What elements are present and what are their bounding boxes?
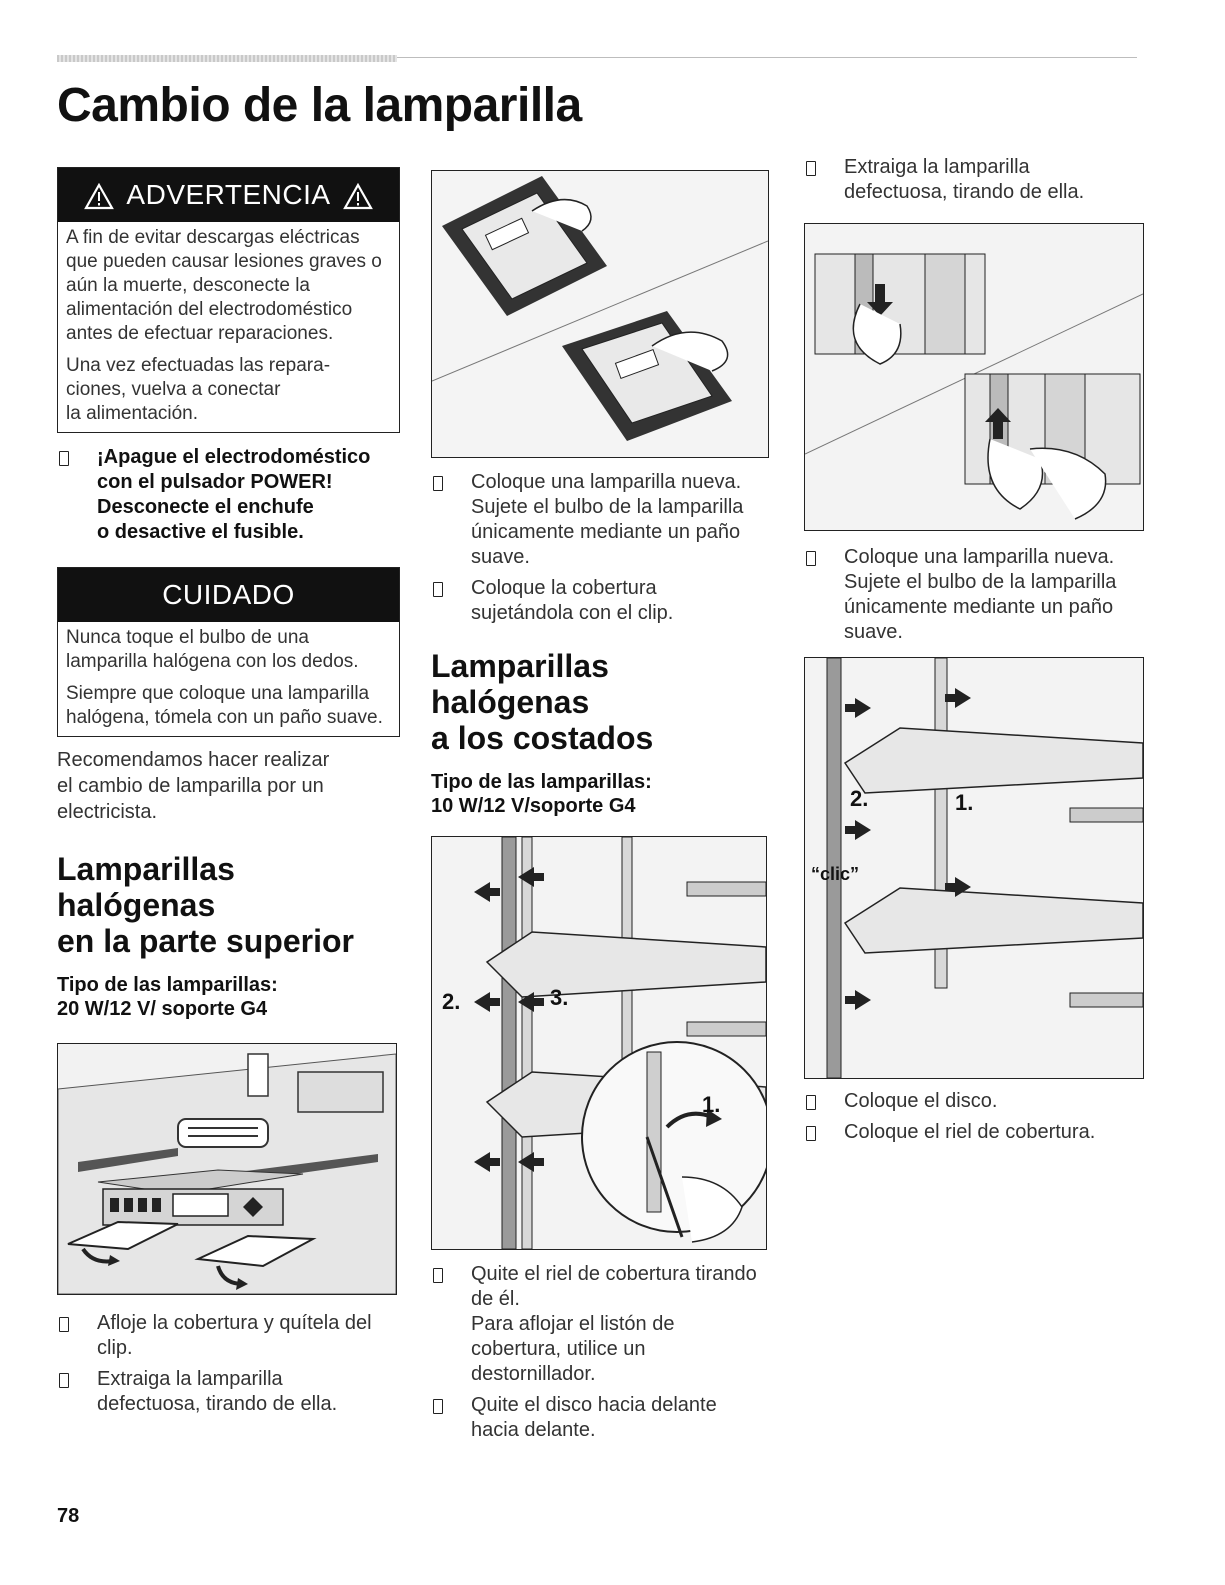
header-rule <box>397 57 1137 58</box>
list-item <box>431 1393 771 1443</box>
warning-triangle-icon <box>84 183 114 210</box>
right-insert-list <box>804 545 1149 645</box>
warning-heading: ADVERTENCIA <box>126 179 330 210</box>
list-item <box>57 1311 400 1361</box>
list-item <box>57 445 400 545</box>
bullet-checkbox-icon <box>806 551 816 566</box>
right-column <box>804 155 1149 1151</box>
side-lamp-illustration <box>805 224 1143 530</box>
right-step-insert: Coloque una lamparilla nueva. Sujete el bulbo de la lamparilla únicamente mediante un paño suave. <box>844 546 1117 643</box>
bullet-checkbox-icon <box>806 1126 816 1141</box>
side-rail-illustration <box>432 837 766 1249</box>
side-step-1: Quite el riel de cobertura tirando de él. Para aflojar el listón de cobertura, utilice un destornillador. <box>471 1263 757 1385</box>
bullet-checkbox-icon <box>433 582 443 597</box>
right-step-extract: Extraiga la lamparilla defectuosa, tirando de ella. <box>844 156 1085 203</box>
figure-label-2: 2. <box>442 989 461 1014</box>
list-item <box>804 1120 1149 1145</box>
middle-step-1: Coloque una lamparilla nueva. Sujete el bulbo de la lamparilla únicamente mediante un paño suave. <box>471 471 744 568</box>
top-step-2: Extraiga la lamparilla defectuosa, tirando de ella. <box>97 1368 338 1415</box>
bullet-checkbox-icon <box>806 1095 816 1110</box>
final-step-1: Coloque el disco. <box>844 1090 998 1112</box>
bullet-checkbox-icon <box>433 476 443 491</box>
power-note: ¡Apague el electrodoméstico con el pulsador POWER! Desconecte el enchufe o desactive el fusible. <box>97 446 371 543</box>
page-title: Cambio de la lamparilla <box>57 79 582 132</box>
right-extract-list <box>804 155 1149 205</box>
right-final-list <box>804 1089 1149 1145</box>
side-lamp-type: Tipo de las lamparillas: 10 W/12 V/soporte G4 <box>431 771 652 817</box>
middle-column <box>431 170 771 1449</box>
list-item <box>431 1262 771 1387</box>
side-lamp-figure <box>804 223 1144 531</box>
ceiling-lamp-figure <box>57 1043 397 1295</box>
bullet-checkbox-icon <box>59 1317 69 1332</box>
top-step-1: Afloje la cobertura y quítela del clip. <box>97 1312 372 1359</box>
list-item <box>804 155 1149 205</box>
warning-header <box>58 168 399 222</box>
figure-label-3: 3. <box>550 985 569 1010</box>
figure-label-1: 1. <box>702 1092 721 1117</box>
figure-label-2: 2. <box>850 786 869 811</box>
bullet-checkbox-icon <box>806 161 816 176</box>
warning-paragraph-2: Una vez efectuadas las repara- ciones, vuelva a conectar la alimentación. <box>66 355 331 424</box>
side-section-heading: Lamparillas halógenas a los costados <box>431 648 654 756</box>
warning-paragraph-1: A fin de evitar descargas eléctricas que pueden causar lesiones graves o aún la muerte, desconecte la alimentación del electrodoméstico antes de efectuar reparaciones. <box>66 227 382 344</box>
top-lamp-type: Tipo de las lamparillas: 20 W/12 V/ soporte G4 <box>57 974 278 1020</box>
list-item <box>57 1367 400 1417</box>
caution-box <box>57 567 400 737</box>
list-item <box>804 1089 1149 1114</box>
header-gray-bar <box>57 55 397 62</box>
list-item <box>431 576 771 626</box>
disc-insertion-figure <box>804 657 1144 1079</box>
warning-box <box>57 167 400 433</box>
power-note-list <box>57 445 400 545</box>
middle-steps-list <box>431 470 771 626</box>
left-column <box>57 167 400 1423</box>
side-steps-list <box>431 1262 771 1443</box>
caution-paragraph-1: Nunca toque el bulbo de una lamparilla halógena con los dedos. <box>66 627 359 672</box>
ceiling-lamp-illustration <box>58 1044 396 1294</box>
disc-insertion-illustration <box>805 658 1143 1078</box>
caution-paragraph-2: Siempre que coloque una lamparilla halógena, tómela con un paño suave. <box>66 683 383 728</box>
lamp-cover-illustration <box>432 171 768 457</box>
figure-label-1: 1. <box>955 790 974 815</box>
page-number: 78 <box>57 1505 80 1527</box>
caution-heading: CUIDADO <box>58 568 399 622</box>
side-step-2: Quite el disco hacia delante hacia delante. <box>471 1394 717 1441</box>
click-label: “clic” <box>811 864 860 884</box>
bullet-checkbox-icon <box>433 1268 443 1283</box>
warning-triangle-icon <box>343 183 373 210</box>
list-item <box>431 470 771 570</box>
lamp-cover-figure <box>431 170 769 458</box>
bullet-checkbox-icon <box>59 1373 69 1388</box>
final-step-2: Coloque el riel de cobertura. <box>844 1121 1096 1143</box>
side-rail-removal-figure <box>431 836 767 1250</box>
recommendation-text: Recomendamos hacer realizar el cambio de lamparilla por un electricista. <box>57 749 330 823</box>
list-item <box>804 545 1149 645</box>
bullet-checkbox-icon <box>59 451 69 466</box>
top-section-heading: Lamparillas halógenas en la parte superior <box>57 851 354 959</box>
middle-step-2: Coloque la cobertura sujetándola con el clip. <box>471 577 674 624</box>
top-steps-list <box>57 1311 400 1417</box>
bullet-checkbox-icon <box>433 1399 443 1414</box>
